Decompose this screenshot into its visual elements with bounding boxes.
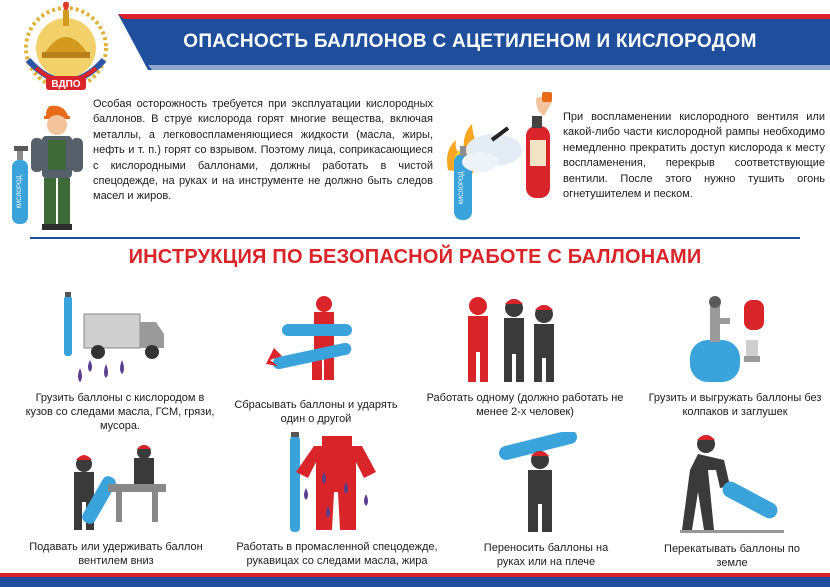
item-2-caption: Сбрасывать баллоны и ударять один о другой bbox=[234, 399, 398, 425]
page-title: ОПАСНОСТЬ БАЛЛОНОВ С АЦЕТИЛЕНОМ И КИСЛОРОДОМ bbox=[183, 31, 757, 52]
section-divider bbox=[30, 237, 800, 239]
carry-on-shoulder-illustration bbox=[494, 432, 594, 536]
cylinder-no-cap-illustration bbox=[680, 290, 780, 386]
oily-truck-illustration bbox=[60, 292, 170, 388]
valve-down-illustration bbox=[66, 444, 170, 534]
worker-with-cylinder-illustration bbox=[6, 100, 98, 232]
instructions-title: ИНСТРУКЦИЯ ПО БЕЗОПАСНОЙ РАБОТЕ С БАЛЛОНАМИ bbox=[128, 246, 702, 268]
item-4-caption: Грузить и выгружать баллоны без колпаков и заглушек bbox=[648, 392, 822, 418]
item-3-caption: Работать одному (должно работать не менее 2-х человек) bbox=[426, 392, 624, 418]
intro-right-text: При воспламенении кислородного вентиля или какой-либо части кислородной рампы необходимо немедленно прекратить доступ кислорода к месту воспламенения, перекрыв соответствующие вентили. После этого нужно тушить огонь огнетушителем и песком. bbox=[563, 111, 825, 201]
oily-overalls-illustration bbox=[284, 432, 388, 536]
workers-team-illustration bbox=[458, 292, 570, 388]
intro-left-text: Особая осторожность требуется при эксплуатации кислородных баллонов. В струе кислорода горят многие вещества, включая металлы, а легковоспламеняющиеся жидкости (масла, жиры, нефть и т. п.) горят со взрывом. Поэтому лица, соприкасающиеся с кислородными баллонами, должны работать в чистой спецодежде, на руках и на инструменте не должно быть следов масел и жиров. bbox=[93, 98, 433, 203]
item-5-caption: Подавать или удерживать баллон вентилем вниз bbox=[29, 541, 203, 567]
vdpo-emblem-icon bbox=[14, 2, 118, 100]
emblem-text: ВДПО bbox=[51, 79, 81, 90]
item-8-caption: Перекатывать баллоны по земле bbox=[664, 543, 800, 569]
rolling-cylinder-illustration bbox=[680, 430, 784, 536]
bottom-stripe bbox=[0, 573, 830, 587]
item-1-caption: Грузить баллоны с кислородом в кузов со следами масла, ГСМ, грязи, мусора. bbox=[25, 392, 215, 432]
extinguisher-fire-illustration bbox=[442, 90, 562, 230]
cylinder-label-right: КИСЛОРОД bbox=[459, 171, 465, 205]
cylinder-label-left: КИСЛОРОД bbox=[17, 175, 23, 209]
dropping-cylinders-illustration bbox=[262, 290, 372, 386]
item-7-caption: Переносить баллоны на руках или на плече bbox=[483, 542, 609, 568]
item-6-caption: Работать в промасленной спецодежде, рукавицах со следами масла, жира bbox=[236, 541, 438, 567]
